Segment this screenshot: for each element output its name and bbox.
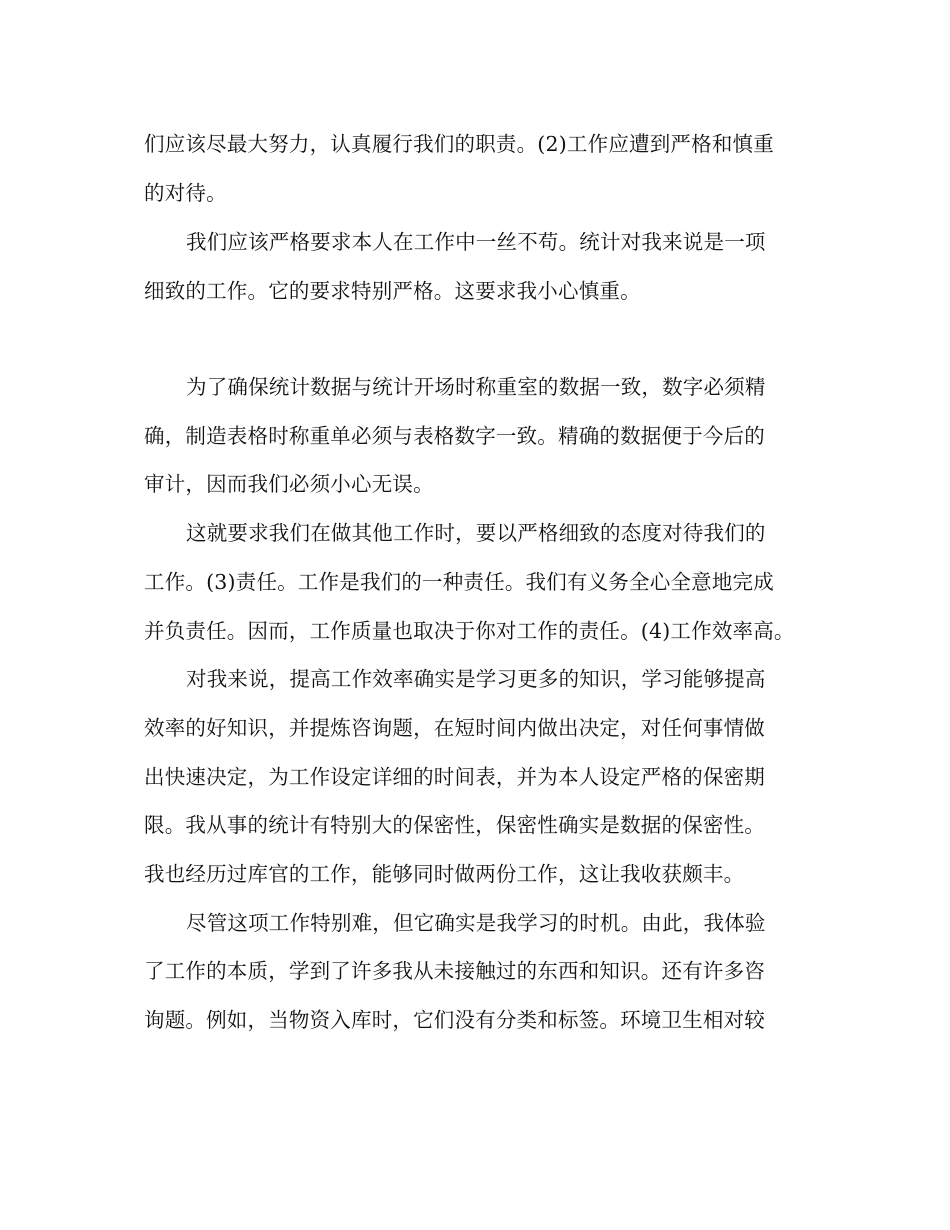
text-line: 限。我从事的统计有特别大的保密性，保密性确实是数据的保密性。	[144, 813, 765, 837]
text-line: 细致的工作。它的要求特别严格。这要求我小心慎重。	[144, 279, 641, 303]
text-line: 为了确保统计数据与统计开场时称重室的数据一致，数字必须精	[186, 375, 766, 399]
text-line: 审计，因而我们必须小心无误。	[144, 472, 434, 496]
text-line: 对我来说，提高工作效率确实是学习更多的知识，学习能够提高	[186, 667, 766, 691]
text-line: 确，制造表格时称重单必须与表格数字一致。精确的数据便于今后的	[144, 424, 765, 448]
text-line: 工作。(3)责任。工作是我们的一种责任。我们有义务全心全意地完成	[144, 570, 774, 594]
text-line: 了工作的本质，学到了许多我从未接触过的东西和知识。还有许多咨	[144, 959, 765, 983]
text-line: 这就要求我们在做其他工作时，要以严格细致的态度对待我们的	[186, 521, 766, 545]
text-line: 尽管这项工作特别难，但它确实是我学习的时机。由此，我体验	[186, 911, 766, 935]
text-line: 们应该尽最大努力，认真履行我们的职责。(2)工作应遭到严格和慎重	[144, 132, 774, 156]
text-line: 出快速决定，为工作设定详细的时间表，并为本人设定严格的保密期	[144, 765, 765, 789]
text-line: 我们应该严格要求本人在工作中一丝不苟。统计对我来说是一项	[186, 230, 766, 254]
text-line: 效率的好知识，并提炼咨询题，在短时间内做出决定，对任何事情做	[144, 716, 765, 740]
text-line: 我也经历过库官的工作，能够同时做两份工作，这让我收获颇丰。	[144, 862, 745, 886]
text-line: 的对待。	[144, 181, 227, 205]
text-line: 询题。例如，当物资入库时，它们没有分类和标签。环境卫生相对较	[144, 1008, 765, 1032]
text-line: 并负责任。因而，工作质量也取决于你对工作的责任。(4)工作效率高。	[144, 619, 795, 643]
